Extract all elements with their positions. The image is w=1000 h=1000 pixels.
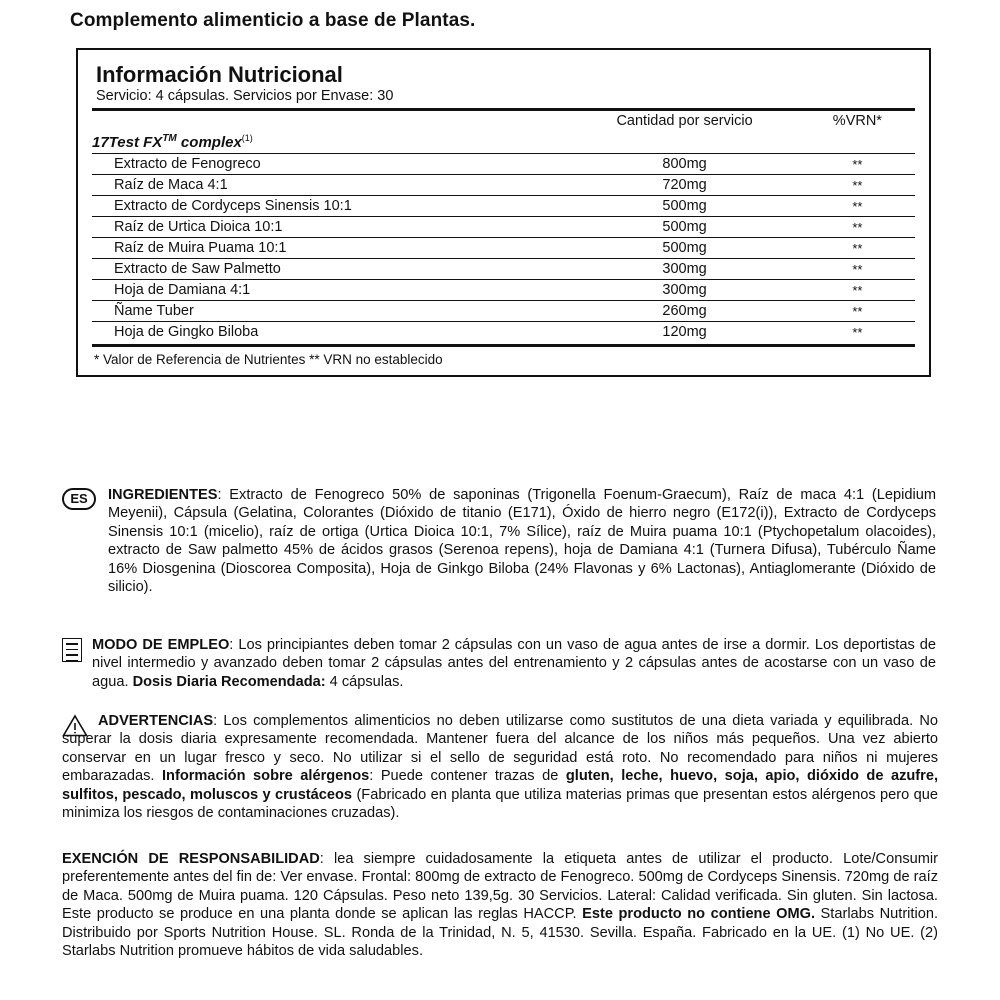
row-name: Raíz de Maca 4:1 [92,175,569,196]
trademark-icon: TM [162,133,177,145]
row-vrn: ** [800,175,915,196]
dose-value: 4 cápsulas. [325,673,404,690]
table-header-row [92,111,915,131]
disclaimer-bold: Este producto no contiene OMG. [582,906,816,923]
table-row [92,196,915,217]
table-row [92,175,915,196]
row-amount: 300mg [569,280,799,301]
row-vrn: ** [800,280,915,301]
header-name [92,111,569,131]
complex-row [92,131,915,154]
usage-text: : Los principiantes deben tomar 2 cápsulas con un vaso de agua antes de irse a dormir. Los deportistas de nivel intermedio y avanzado deben tomar 2 cápsulas antes del entrenamiento y 2 cápsulas antes de acostarse con un vaso de agua. [92,637,936,690]
complex-note: (1) [241,133,253,144]
table-row [92,259,915,280]
document-icon [62,638,82,662]
row-name: Hoja de Gingko Biloba [92,322,569,343]
row-name: Extracto de Cordyceps Sinensis 10:1 [92,196,569,217]
ingredients-section [108,486,936,596]
row-amount: 260mg [569,301,799,322]
warnings-label: ADVERTENCIAS [98,713,214,729]
row-amount: 500mg [569,238,799,259]
nutrition-panel [76,48,931,377]
allergen-label: Información sobre alérgenos [162,768,370,785]
disclaimer-text-2: Starlabs Nutrition. Distribuido por Sports Nutrition House. SL. Ronda de la Trinidad, N. 5, 41530. Sevilla. España. Fabricado en la UE. (1) No UE. (2) Starlabs Nutrition promueve hábitos de vida saludables. [62,906,939,959]
row-name: Extracto de Saw Palmetto [92,259,569,280]
nutrition-table [92,111,915,342]
warnings-text-2: : Puede contener trazas de [369,768,566,785]
table-row [92,301,915,322]
usage-label: MODO DE EMPLEO [92,637,230,653]
row-amount: 720mg [569,175,799,196]
row-name: Raíz de Urtica Dioica 10:1 [92,217,569,238]
row-amount: 500mg [569,196,799,217]
page-title: Complemento alimenticio a base de Plantas. [70,10,476,31]
warnings-text-3: (Fabricado en planta que utiliza materias primas que presentan estos alérgenos pero que minimiza los riesgos de contaminaciones cruzadas). [62,786,939,821]
nutrition-title: Información Nutricional [96,62,343,87]
row-vrn: ** [800,322,915,343]
warnings-section [62,712,938,822]
header-amount: Cantidad por servicio [616,113,753,130]
row-amount: 300mg [569,259,799,280]
allergen-list: gluten, leche, huevo, soja, apio, dióxido de azufre, sulfitos, pescado, moluscos y crustáceos [62,768,938,803]
warnings-text-1: : Los complementos alimenticios no deben utilizarse como sustitutos de una dieta variada y equilibrada. No superar la dosis diaria expresamente recomendada. Mantener fuera del alcance de los niños más pequeños. Una vez abierto conservar en un lugar fresco y seco. No utilizar si el sello de seguridad está roto. No recomendado para niños ni mujeres embarazadas. [62,713,938,785]
row-vrn: ** [800,238,915,259]
row-vrn: ** [800,154,915,175]
table-row [92,238,915,259]
disclaimer-text-1: : lea siempre cuidadosamente la etiqueta antes de utilizar el producto. Lote/Consumir preferentemente antes del fin de: Ver envase. Frontal: 800mg de extracto de Fenogreco. 500mg de Cordyceps Sinensis. 720mg de raíz de Maca. 500mg de Muira puama. 120 Cápsulas. Peso neto 139,5g. 30 Servicios. Lateral: Calidad verificada. Sin gluten. Sin lactosa. Este producto se produce en una planta donde se aplican las reglas HACCP. [62,851,938,923]
nutrition-serving: Servicio: 4 cápsulas. Servicios por Envase: 30 [96,88,394,105]
row-name: Ñame Tuber [92,301,569,322]
row-vrn: ** [800,301,915,322]
complex-label [92,131,915,154]
complex-suffix: complex [176,134,242,152]
table-row [92,217,915,238]
dose-label: Dosis Diaria Recomendada: [132,673,326,690]
row-name: Hoja de Damiana 4:1 [92,280,569,301]
row-amount: 120mg [569,322,799,343]
disclaimer-label: EXENCIÓN DE RESPONSABILIDAD [62,851,320,867]
usage-section [92,636,936,691]
ingredients-text: : Extracto de Fenogreco 50% de saponinas (Trigonella Foenum-Graecum), Raíz de maca 4:1 (Lepidium Meyenii), Cápsula (Gelatina, Colorantes (Dióxido de titanio (E171), Óxido de hierro negro (E172(i)), Extracto de Cordyceps Sinensis 10:1 (micelio), raíz de ortiga (Urtica Dioica 10:1, 7% Sílice), raíz de Muira puama 10:1 (Ptychopetalum olacoides), extracto de Saw palmetto 45% de ácidos grasos (Serenoa repens), hoja de Damiana 4:1 (Turnera Difusa), Tubérculo Ñame 16% Diosgenina (Dioscorea Composita), Hoja de Ginkgo Biloba (24% Flavonas y 6% Lactonas), Antiaglomerante (Dióxido de silicio). [108,487,936,595]
country-es-icon: ES [62,488,96,510]
header-vrn: %VRN* [832,113,882,130]
row-name: Extracto de Fenogreco [92,154,569,175]
table-row [92,322,915,343]
row-amount: 500mg [569,217,799,238]
row-name: Raíz de Muira Puama 10:1 [92,238,569,259]
row-amount: 800mg [569,154,799,175]
row-vrn: ** [800,196,915,217]
disclaimer-section [62,850,938,960]
row-vrn: ** [800,217,915,238]
nutrition-footnote: * Valor de Referencia de Nutrientes ** VRN no establecido [92,344,915,369]
table-row [92,154,915,175]
ingredients-label: INGREDIENTES [108,487,218,503]
table-row [92,280,915,301]
complex-name: 17Test FX [92,134,163,152]
row-vrn: ** [800,259,915,280]
